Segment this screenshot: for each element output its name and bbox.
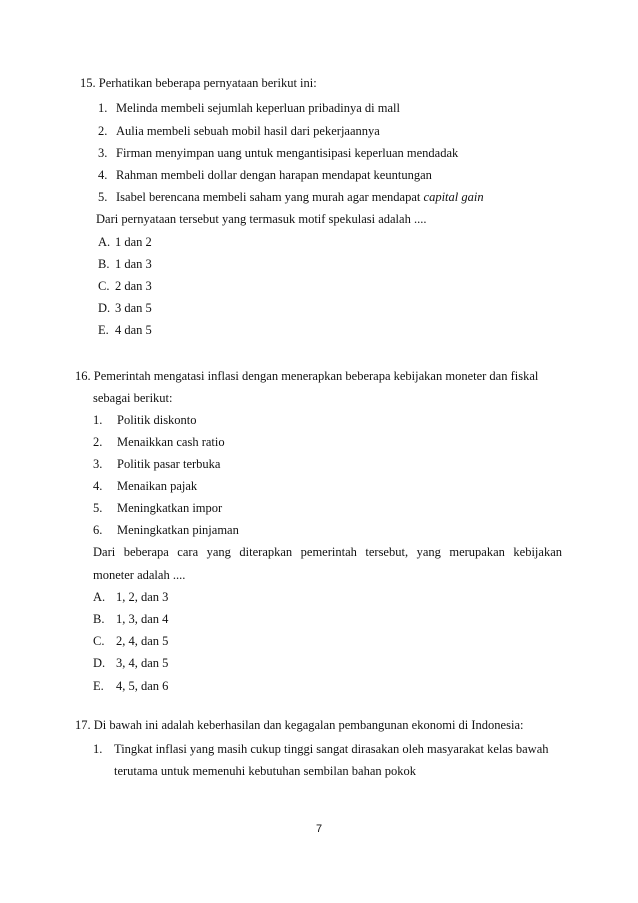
option-letter: D. bbox=[98, 301, 111, 315]
q15-item-number: 4. bbox=[98, 168, 108, 182]
option-text: 1, 3, dan 4 bbox=[116, 612, 169, 626]
q15-item-3 bbox=[98, 146, 458, 161]
q16-item-text: Politik pasar terbuka bbox=[117, 457, 221, 471]
q17-stem: 17. Di bawah ini adalah keberhasilan dan kegagalan pembangunan ekonomi di Indonesia: bbox=[75, 718, 524, 732]
option-text: 1 dan 2 bbox=[115, 235, 152, 249]
q16-item-5 bbox=[93, 501, 222, 516]
q16-option-a bbox=[93, 590, 168, 605]
q15-option-c bbox=[98, 279, 152, 294]
q16-item-number: 5. bbox=[93, 501, 103, 515]
option-letter: A. bbox=[98, 235, 111, 249]
q16-item-number: 4. bbox=[93, 479, 103, 493]
q16-item-number: 3. bbox=[93, 457, 103, 471]
q15-item-text: Rahman membeli dollar dengan harapan mendapat keuntungan bbox=[116, 168, 432, 182]
q15-question: Dari pernyataan tersebut yang termasuk motif spekulasi adalah .... bbox=[96, 212, 427, 226]
q16-item-number: 1. bbox=[93, 413, 103, 427]
option-letter: B. bbox=[98, 257, 110, 271]
q16-option-b bbox=[93, 612, 168, 627]
q15-item-1 bbox=[98, 101, 400, 116]
q16-item-number: 6. bbox=[93, 523, 103, 537]
q16-item-text: Meningkatkan pinjaman bbox=[117, 523, 239, 537]
option-text: 1, 2, dan 3 bbox=[116, 590, 169, 604]
option-letter: A. bbox=[93, 590, 106, 604]
option-letter: C. bbox=[98, 279, 110, 293]
q16-item-text: Meningkatkan impor bbox=[117, 501, 223, 515]
q16-stem: 16. Pemerintah mengatasi inflasi dengan menerapkan beberapa kebijakan moneter dan fiskal bbox=[75, 369, 539, 383]
q16-item-3 bbox=[93, 457, 220, 472]
q16-option-d bbox=[93, 656, 168, 671]
q15-item-number: 5. bbox=[98, 190, 108, 204]
q15-item-number: 1. bbox=[98, 101, 108, 115]
q16-question-text: Dari beberapa cara yang diterapkan pemerintah tersebut, yang merupakan kebijakan bbox=[93, 545, 562, 559]
option-letter: C. bbox=[93, 634, 105, 648]
q17-item-1 bbox=[93, 742, 549, 757]
q17-item-text: Tingkat inflasi yang masih cukup tinggi sangat dirasakan oleh masyarakat kelas bawah bbox=[114, 742, 549, 756]
q15-item-number: 3. bbox=[98, 146, 108, 160]
q16-item-text: Menaikan pajak bbox=[117, 479, 198, 493]
option-letter: B. bbox=[93, 612, 105, 626]
q16-question-continued: moneter adalah .... bbox=[93, 568, 186, 582]
q16-stem-continued: sebagai berikut: bbox=[93, 391, 173, 405]
q15-item-text: Aulia membeli sebuah mobil hasil dari pekerjaannya bbox=[116, 124, 380, 138]
q16-option-e bbox=[93, 679, 168, 694]
q16-item-4 bbox=[93, 479, 197, 494]
q16-item-text: Menaikkan cash ratio bbox=[117, 435, 225, 449]
q16-item-number: 2. bbox=[93, 435, 103, 449]
option-letter: E. bbox=[98, 323, 109, 337]
q16-item-1 bbox=[93, 413, 197, 428]
option-text: 2 dan 3 bbox=[115, 279, 152, 293]
q15-item-text: Melinda membeli sejumlah keperluan pribadinya di mall bbox=[116, 101, 400, 115]
option-text: 2, 4, dan 5 bbox=[116, 634, 169, 648]
q17-item-number: 1. bbox=[93, 742, 103, 756]
option-text: 1 dan 3 bbox=[115, 257, 152, 271]
q15-option-b bbox=[98, 257, 152, 272]
q15-option-d bbox=[98, 301, 152, 316]
q15-option-a bbox=[98, 235, 152, 250]
q15-item-2 bbox=[98, 124, 380, 139]
q15-stem: 15. Perhatikan beberapa pernyataan berikut ini: bbox=[80, 76, 317, 90]
page-number: 7 bbox=[315, 823, 323, 835]
option-text: 3 dan 5 bbox=[115, 301, 152, 315]
q16-option-c bbox=[93, 634, 168, 649]
q17-item-1-continued: terutama untuk memenuhi kebutuhan sembilan bahan pokok bbox=[114, 764, 417, 778]
q16-item-6 bbox=[93, 523, 239, 538]
q15-item-number: 2. bbox=[98, 124, 108, 138]
q15-option-e bbox=[98, 323, 152, 338]
option-text: 4, 5, dan 6 bbox=[116, 679, 169, 693]
option-text: 3, 4, dan 5 bbox=[116, 656, 169, 670]
q15-item-4 bbox=[98, 168, 432, 183]
q16-item-text: Politik diskonto bbox=[117, 413, 197, 427]
option-letter: D. bbox=[93, 656, 106, 670]
q15-item-text: Firman menyimpan uang untuk mengantisipasi keperluan mendadak bbox=[116, 146, 459, 160]
q15-item-text: Isabel berencana membeli saham yang murah agar mendapat bbox=[116, 190, 424, 204]
q15-item-emphasis: capital gain bbox=[423, 190, 484, 204]
option-letter: E. bbox=[93, 679, 104, 693]
q16-question bbox=[93, 545, 562, 560]
q15-item-5 bbox=[98, 190, 484, 205]
q16-item-2 bbox=[93, 435, 225, 450]
option-text: 4 dan 5 bbox=[115, 323, 152, 337]
